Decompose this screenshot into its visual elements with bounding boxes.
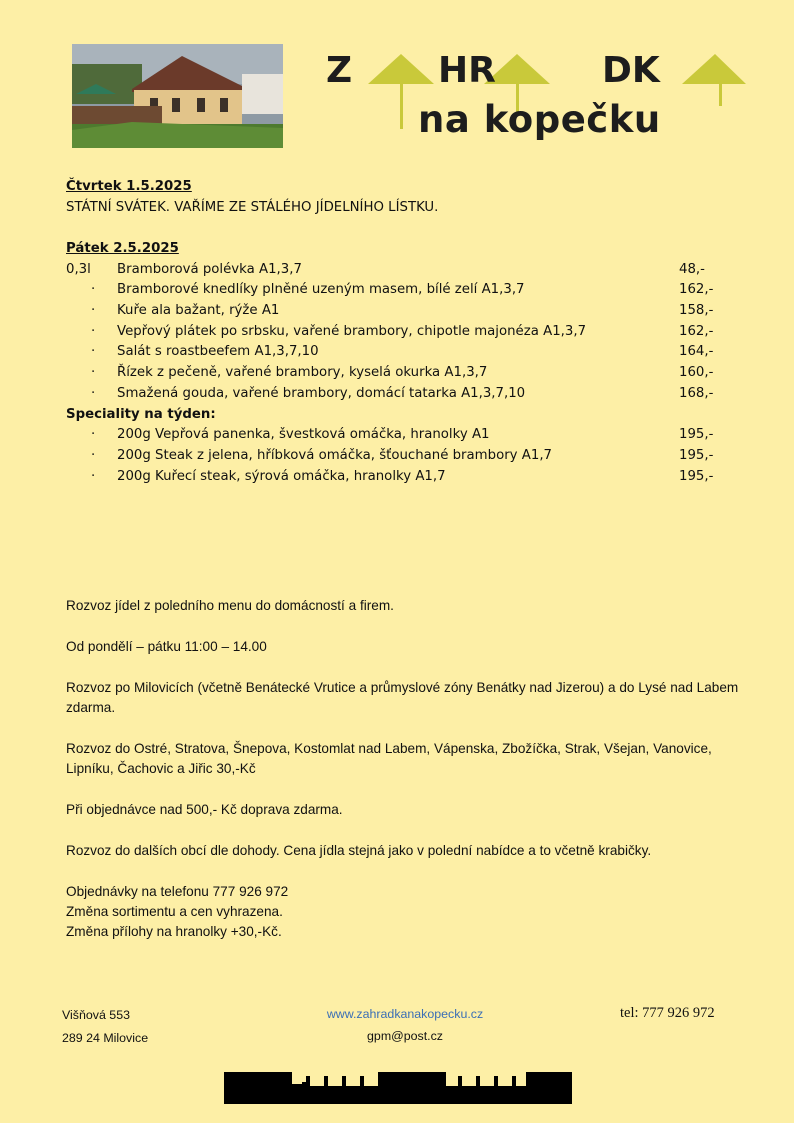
menu-item-name: Vepřový plátek po srbsku, vařené brambory, chipotle majonéza A1,3,7 xyxy=(117,323,587,339)
bullet-icon: · xyxy=(91,365,96,381)
footer-contact xyxy=(321,1003,489,1047)
info-paragraph: Rozvoz po Milovicích (včetně Benátecké Vrutice a průmyslové zóny Benátky nad Jizerou) a do Lysé nad Labem zdarma. xyxy=(66,679,739,715)
menu-row xyxy=(66,342,746,363)
menu-item-price: 168,- xyxy=(679,385,714,401)
menu-row xyxy=(66,301,746,322)
bullet-icon: · xyxy=(91,323,96,339)
special-item-price: 195,- xyxy=(679,427,714,443)
menu-item-price: 162,- xyxy=(679,323,714,339)
friday-section xyxy=(66,239,746,487)
menu-item-price: 164,- xyxy=(679,344,714,360)
info-paragraph: Rozvoz do dalších obcí dle dohody. Cena jídla stejná jako v polední nabídce a to včetně krabičky. xyxy=(66,842,652,858)
menu-item-name: Řízek z pečeně, vařené brambory, kyselá okurka A1,3,7 xyxy=(117,365,488,381)
info-paragraph: Rozvoz jídel z poledního menu do domácností a firem. xyxy=(66,598,394,613)
menu-item-price: 162,- xyxy=(679,282,714,298)
menu-item-price: 158,- xyxy=(679,303,714,319)
delivery-info xyxy=(66,596,746,943)
bullet-icon: · xyxy=(91,385,96,401)
menu-item-price: 160,- xyxy=(679,365,714,381)
footer-address xyxy=(62,1004,148,1050)
menu-item-name: Salát s roastbeefem A1,3,7,10 xyxy=(117,344,319,360)
info-paragraph: Objednávky na telefonu 777 926 972 xyxy=(66,883,289,899)
info-paragraph: Změna sortimentu a cen vyhrazena. xyxy=(66,904,283,919)
soup-row xyxy=(66,260,746,281)
logo-letter-z: Z xyxy=(326,50,353,91)
menu-row xyxy=(66,322,746,343)
soup-name: Bramborová polévka A1,3,7 xyxy=(117,261,302,277)
thursday-note: STÁTNÍ SVÁTEK. VAŘÍME ZE STÁLÉHO JÍDELNÍHO LÍSTKU. xyxy=(66,199,439,215)
bullet-icon: · xyxy=(91,468,96,484)
thursday-section xyxy=(66,177,438,218)
soup-price: 48,- xyxy=(679,261,705,277)
special-item-price: 195,- xyxy=(679,447,714,463)
soup-qty: 0,3l xyxy=(66,261,91,277)
restaurant-photo xyxy=(72,44,283,148)
special-item-name: 200g Steak z jelena, hříbková omáčka, šťouchané brambory A1,7 xyxy=(117,447,553,463)
special-item-name: 200g Kuřecí steak, sýrová omáčka, hranolky A1,7 xyxy=(117,468,446,484)
restaurant-logo xyxy=(326,44,746,144)
info-paragraph: Změna přílohy na hranolky +30,-Kč. xyxy=(66,924,282,940)
bullet-icon: · xyxy=(91,282,96,298)
friday-heading: Pátek 2.5.2025 xyxy=(66,241,179,256)
logo-subtitle: na kopečku xyxy=(418,98,661,141)
specials-heading: Speciality na týden: xyxy=(66,406,216,422)
menu-item-name: Smažená gouda, vařené brambory, domácí tatarka A1,3,7,10 xyxy=(117,385,526,401)
email-link[interactable]: gpm@post.cz xyxy=(367,1029,443,1043)
logo-letters-hr: HR xyxy=(438,50,496,91)
menu-row xyxy=(66,363,746,384)
bullet-icon: · xyxy=(91,344,96,360)
menu-row xyxy=(66,384,746,405)
thursday-heading: Čtvrtek 1.5.2025 xyxy=(66,179,192,194)
info-paragraph: Rozvoz do Ostré, Stratova, Šnepova, Kostomlat nad Labem, Vápenska, Zbožíčka, Strak, Všejan, Vanovice, Lipníku, Čachovic a Jiřic 30,-Kč xyxy=(66,740,712,777)
special-row xyxy=(66,467,746,488)
footer-street: Višňová 553 xyxy=(62,1008,130,1022)
special-row xyxy=(66,425,746,446)
logo-letters-dk: DK xyxy=(602,50,660,91)
fence-decoration xyxy=(224,1068,572,1104)
bullet-icon: · xyxy=(91,303,96,319)
menu-item-name: Bramborové knedlíky plněné uzeným masem, bílé zelí A1,3,7 xyxy=(117,282,525,298)
info-paragraph: Při objednávce nad 500,- Kč doprava zdarma. xyxy=(66,802,343,817)
special-row xyxy=(66,446,746,467)
info-paragraph: Od pondělí – pátku 11:00 – 14.00 xyxy=(66,638,267,654)
menu-item-name: Kuře ala bažant, rýže A1 xyxy=(117,303,280,319)
menu-row xyxy=(66,280,746,301)
footer-phone: tel: 777 926 972 xyxy=(620,1005,715,1021)
website-link[interactable]: www.zahradkanakopecku.cz xyxy=(326,1007,484,1021)
special-item-name: 200g Vepřová panenka, švestková omáčka, hranolky A1 xyxy=(117,427,490,443)
special-item-price: 195,- xyxy=(679,468,714,484)
bullet-icon: · xyxy=(91,447,96,463)
bullet-icon: · xyxy=(91,427,96,443)
footer-city: 289 24 Milovice xyxy=(62,1031,149,1045)
